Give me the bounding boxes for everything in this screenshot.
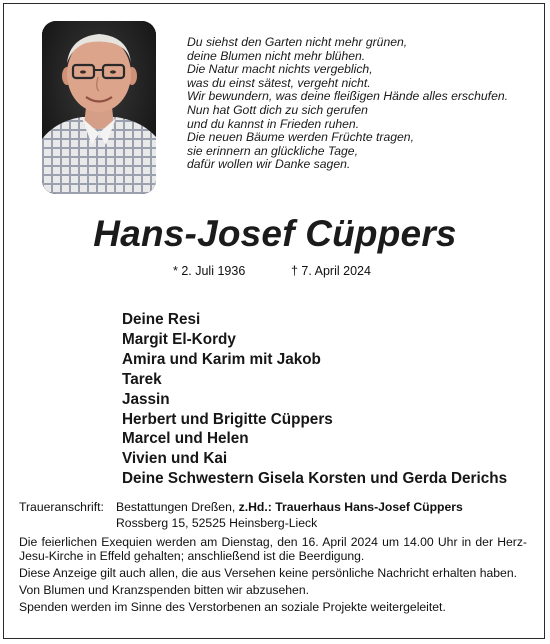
- poem-line: was du einst sätest, vergeht nicht.: [187, 75, 371, 90]
- poem-line: Nun hat Gott dich zu sich gerufen: [187, 102, 368, 117]
- address-label: Traueranschrift:: [19, 500, 104, 514]
- mourner-entry: Vivien und Kai: [122, 450, 228, 468]
- address-undertaker: Bestattungen Dreßen,: [116, 500, 236, 514]
- portrait-photo: [42, 21, 156, 194]
- notice-disclaimer: Diese Anzeige gilt auch allen, die aus Versehen keine persönliche Nachricht erhalten haben.: [19, 565, 517, 580]
- funeral-info: Die feierlichen Exequien werden am Dienstag, den 16. April 2024 um 14.00 Uhr in der Herz-Jesu-Kirche in Effeld gehalten; anschließend ist die Beerdigung.: [19, 535, 527, 563]
- mourner-entry: Amira und Karim mit Jakob: [122, 350, 321, 368]
- mourner-entry: Marcel und Helen: [122, 430, 249, 448]
- mourner-entry: Margit El-Kordy: [122, 330, 236, 348]
- poem-line: dafür wollen wir Danke sagen.: [187, 157, 351, 172]
- address-line-2: Rossberg 15, 52525 Heinsberg-Lieck: [116, 515, 318, 530]
- portrait-image: [42, 21, 156, 194]
- death-date: † 7. April 2024: [291, 264, 371, 278]
- notice-details: [19, 536, 527, 618]
- poem-line: Wir bewundern, was deine fleißigen Hände alles erschufen.: [187, 89, 509, 104]
- birth-date: * 2. Juli 1936: [173, 264, 246, 278]
- mourner-entry: Deine Schwestern Gisela Korsten und Gerda Derichs: [122, 470, 508, 488]
- mourner-entry: Deine Resi: [122, 311, 201, 328]
- flowers-request: Von Blumen und Kranzspenden bitten wir abzusehen.: [19, 582, 309, 597]
- address-recipient: z.Hd.: Trauerhaus Hans-Josef Cüppers: [238, 500, 463, 514]
- deceased-name: Hans-Josef Cüppers: [93, 213, 457, 254]
- poem-line: deine Blumen nicht mehr blühen.: [187, 48, 366, 63]
- mourner-entry: Tarek: [122, 370, 162, 388]
- mourner-entry: Herbert und Brigitte Cüppers: [122, 410, 333, 428]
- mourning-address: [116, 500, 463, 531]
- address-line-1: [116, 500, 463, 516]
- memorial-poem: [187, 36, 532, 172]
- poem-line: Die neuen Bäume werden Früchte tragen,: [187, 130, 414, 145]
- mourner-entry: Jassin: [122, 390, 170, 408]
- poem-line: sie erinnern an glückliche Tage,: [187, 143, 358, 158]
- mourners-list: [122, 310, 542, 489]
- poem-line: Du siehst den Garten nicht mehr grünen,: [187, 35, 408, 49]
- donations-info: Spenden werden im Sinne des Verstorbenen an soziale Projekte weitergeleitet.: [19, 599, 446, 614]
- poem-line: Die Natur macht nichts vergeblich,: [187, 62, 373, 77]
- poem-line: und du kannst in Frieden ruhen.: [187, 116, 360, 131]
